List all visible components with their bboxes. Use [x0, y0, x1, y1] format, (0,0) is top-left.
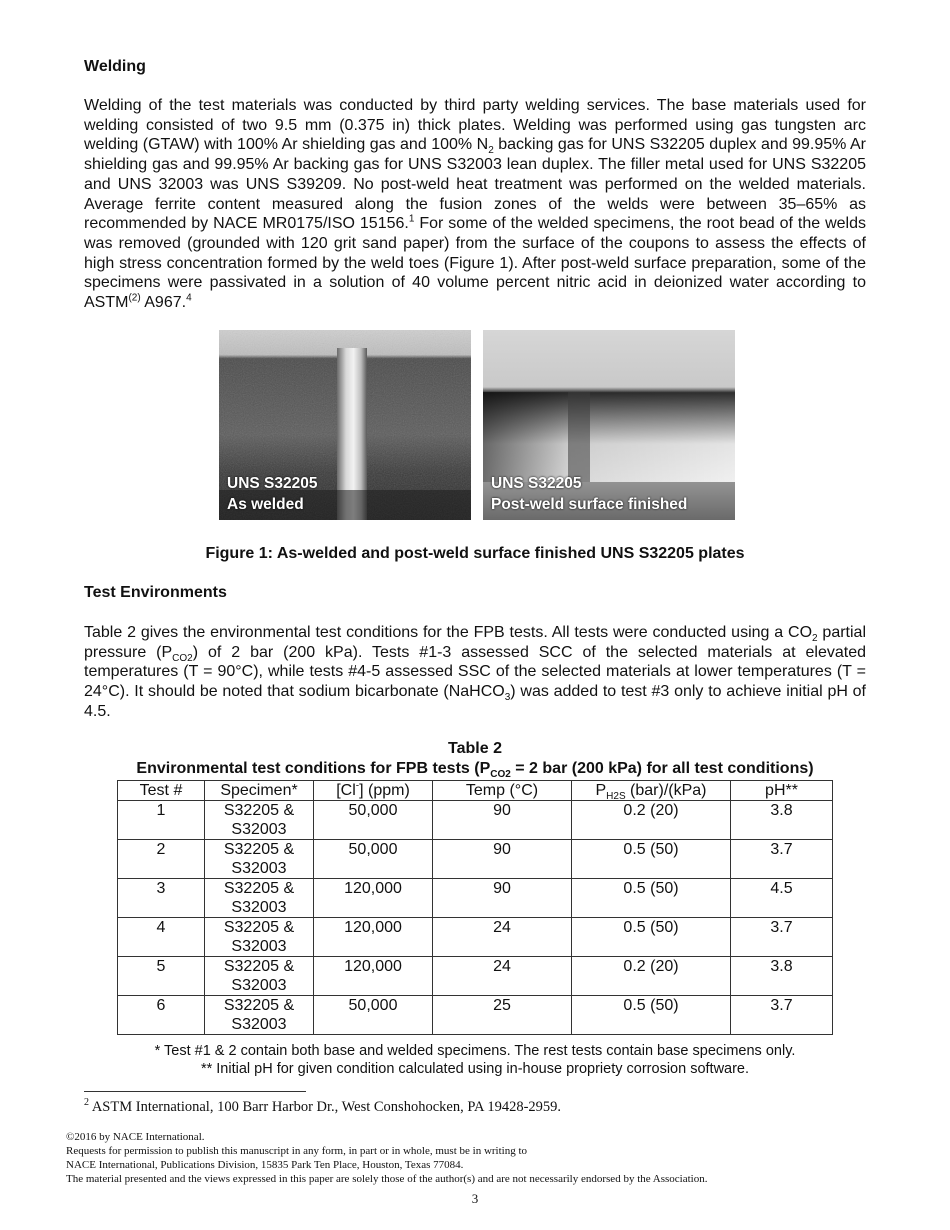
- as-welded-plate-photo: [219, 330, 471, 520]
- cell-test: 6: [118, 996, 205, 1035]
- cell-ph: 3.8: [731, 801, 833, 840]
- cell-ph2s: 0.5 (50): [572, 918, 731, 957]
- cell-ph2s: 0.2 (20): [572, 957, 731, 996]
- cell-temp: 90: [433, 879, 572, 918]
- header-temp: Temp (°C): [433, 781, 572, 801]
- cell-chloride: 50,000: [314, 996, 433, 1035]
- cell-specimen: S32205 & S32003: [205, 840, 314, 879]
- header-specimen: Specimen*: [205, 781, 314, 801]
- footnote: $^2$ ASTM International, 100 Barr Harbor Dr., West Conshohocken, PA 19428-2959.: [84, 1097, 562, 1115]
- header-test: Test #: [118, 781, 205, 801]
- table-note-2: ** Initial pH for given condition calculated using in-house propriety corrosion software.: [200, 1061, 750, 1077]
- table-row: [118, 918, 833, 957]
- cell-specimen: S32205 & S32003: [205, 879, 314, 918]
- cell-ph2s: 0.5 (50): [572, 840, 731, 879]
- cell-test: 2: [118, 840, 205, 879]
- post-weld-label: UNS S32205 Post-weld surface finished: [491, 475, 688, 513]
- welding-paragraph: Welding of the test materials was conducted by third party welding services. The base materials used for welding consisted of two 9.5 mm (0.375 in) thick plates. Welding was performed using gas tungsten arc welding (GTAW) with 100% Ar shielding gas and 100% $N_2$ backing gas for UNS S32205 duplex and 99.95% Ar shielding gas and 99.95% Ar backing gas for UNS S32003 lean duplex. The filler metal used for UNS S32205 and UNS 32003 was UNS S39209. No post-weld heat treatment was performed on the welded materials. Average ferrite content measured along the fusion zones of the welds were between 35–65% as recommended by NACE MR0175/ISO 15156.$^1$ For some of the welded specimens, the root bead of the welds was removed (grounded with 120 grit sand paper) from the surface of the coupons to assess the effects of high stress concentration formed by the weld toes (Figure 1). After post-weld surface preparation, some of the specimens were passivated in a solution of 40 volume percent nitric acid in deionized water according to ASTM$^{(2)}$ A967.$^4$: [84, 97, 867, 312]
- section-heading-test-environments: Test Environments: [84, 584, 227, 601]
- table-row: [118, 801, 833, 840]
- cell-temp: 90: [433, 801, 572, 840]
- table-title: Environmental test conditions for FPB tests ($P_{CO2} = 2$ bar (200 kPa) for all test conditions): [136, 760, 814, 781]
- cell-test: 4: [118, 918, 205, 957]
- test-environments-paragraph: Table 2 gives the environmental test conditions for the FPB tests. All tests were conducted using a $CO_2$ partial pressure $(P_{CO2})$ of 2 bar (200 kPa). Tests #1-3 assessed SCC of the selected materials at elevated temperatures (T = 90°C), while tests #4-5 assessed SSC of the selected materials at lower temperatures (T = 24°C). It should be noted that sodium bicarbonate (NaHCO$_3$) was added to test #3 only to achieve initial pH of 4.5.: [84, 624, 867, 720]
- cell-temp: 25: [433, 996, 572, 1035]
- cell-ph: 3.7: [731, 918, 833, 957]
- cell-ph: 3.7: [731, 996, 833, 1035]
- cell-ph2s: 0.2 (20): [572, 801, 731, 840]
- table-row: [118, 879, 833, 918]
- cell-chloride: 120,000: [314, 957, 433, 996]
- cell-temp: 90: [433, 840, 572, 879]
- cell-specimen: S32205 & S32003: [205, 957, 314, 996]
- table-note-1: * Test #1 & 2 contain both base and welded specimens. The rest tests contain base specimens only.: [154, 1043, 796, 1059]
- cell-chloride: 120,000: [314, 918, 433, 957]
- table-label: Table 2: [448, 740, 502, 757]
- table-row: [118, 957, 833, 996]
- cell-chloride: 50,000: [314, 801, 433, 840]
- cell-test: 1: [118, 801, 205, 840]
- cell-specimen: S32205 & S32003: [205, 801, 314, 840]
- cell-ph: 3.7: [731, 840, 833, 879]
- post-weld-finished-plate-photo: [483, 330, 735, 520]
- environmental-conditions-table: [117, 780, 833, 1035]
- cell-specimen: S32205 & S32003: [205, 996, 314, 1035]
- cell-test: 3: [118, 879, 205, 918]
- header-chloride: [Cl-] (ppm): [314, 781, 433, 801]
- cell-specimen: S32205 & S32003: [205, 918, 314, 957]
- table-row: [118, 996, 833, 1035]
- table-row: [118, 840, 833, 879]
- page-number: 3: [471, 1191, 479, 1206]
- as-welded-label: UNS S32205 As welded: [227, 475, 318, 513]
- cell-ph2s: 0.5 (50): [572, 879, 731, 918]
- cell-chloride: 50,000: [314, 840, 433, 879]
- cell-ph2s: 0.5 (50): [572, 996, 731, 1035]
- copyright-block: ©2016 by NACE International. Requests for permission to publish this manuscript in any form, in part or in whole, must be in writing to NACE International, Publications Division, 15835 Park Ten Place, Houston, Texas 77084. The material presented and the views expressed in this paper are solely those of the author(s) and are not necessarily endorsed by the Association.: [66, 1131, 708, 1185]
- cell-temp: 24: [433, 957, 572, 996]
- cell-test: 5: [118, 957, 205, 996]
- footnote-divider: [84, 1091, 306, 1092]
- table-header-row: [118, 781, 833, 801]
- header-ph: pH**: [731, 781, 833, 801]
- section-heading-welding: Welding: [84, 58, 146, 75]
- cell-ph: 4.5: [731, 879, 833, 918]
- cell-chloride: 120,000: [314, 879, 433, 918]
- cell-temp: 24: [433, 918, 572, 957]
- figure-caption: Figure 1: As-welded and post-weld surface finished UNS S32205 plates: [205, 545, 745, 562]
- cell-ph: 3.8: [731, 957, 833, 996]
- header-ph2s: $P_{H2S}$ (bar)/(kPa): [572, 781, 731, 801]
